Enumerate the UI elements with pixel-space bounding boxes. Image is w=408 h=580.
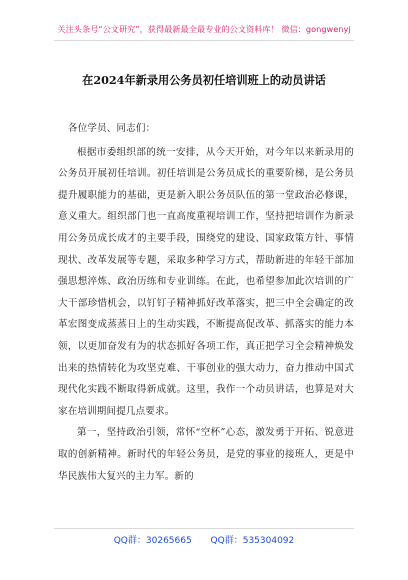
header-divider xyxy=(54,40,354,41)
footer-divider xyxy=(54,528,354,529)
salutation: 各位学员、同志们： xyxy=(68,123,156,134)
footer-contacts: QQ群：30265665 QQ群：535304092 xyxy=(113,536,295,546)
document-title: 在2024年新录用公务员初任培训班上的动员讲话 xyxy=(82,73,326,87)
body-paragraph-1: 根据市委组织部的统一安排，从今天开始，对今年以来新录用的公务员开展初任培训。初任培训是公务员成长的重要阶梯，是公务员提升履职能力的基础，更是新入职公务员队伍的第一堂政治必修课，意义重大。组织部门也一直高度重视培训工作，坚持把培训作为新录用公务员成长成才的主要手段，围绕党的建设、国家政策方针、事情现状、改革发展等专题，采取多种学习方式，帮助新进的年轻干部加强思想淬炼、政治历练和专业训练。在此，也希望参加此次培训的广大干部珍惜机会，以钉钉子精神抓好改革落实，把三中全会确定的改革宏图变成蒸蒸日上的生动实践，不断提高促改革、抓落实的能力本领，以更加奋发有为的状态抓好各项工作，真正把学习全会精神焕发出来的热情转化为攻坚克难、干事创业的强大动力，奋力推动中国式现代化实践不断取得新成就。这里，我作一个动员讲话，也算是对大家在培训期间提几点要求。 xyxy=(58,146,354,417)
document-body xyxy=(58,118,354,487)
header-banner: 关注头条号“公文研究”，获得最新最全最专业的公文资料库！ 微信：gongwenyj xyxy=(57,24,351,34)
body-paragraph-2: 第一，坚持政治引领，常怀“空杯”心态，激发勇于开拓、锐意进取的创新精神。新时代的年轻公务员，是党的事业的接班人，更是中华民族伟大复兴的主力军。新的 xyxy=(58,427,354,482)
